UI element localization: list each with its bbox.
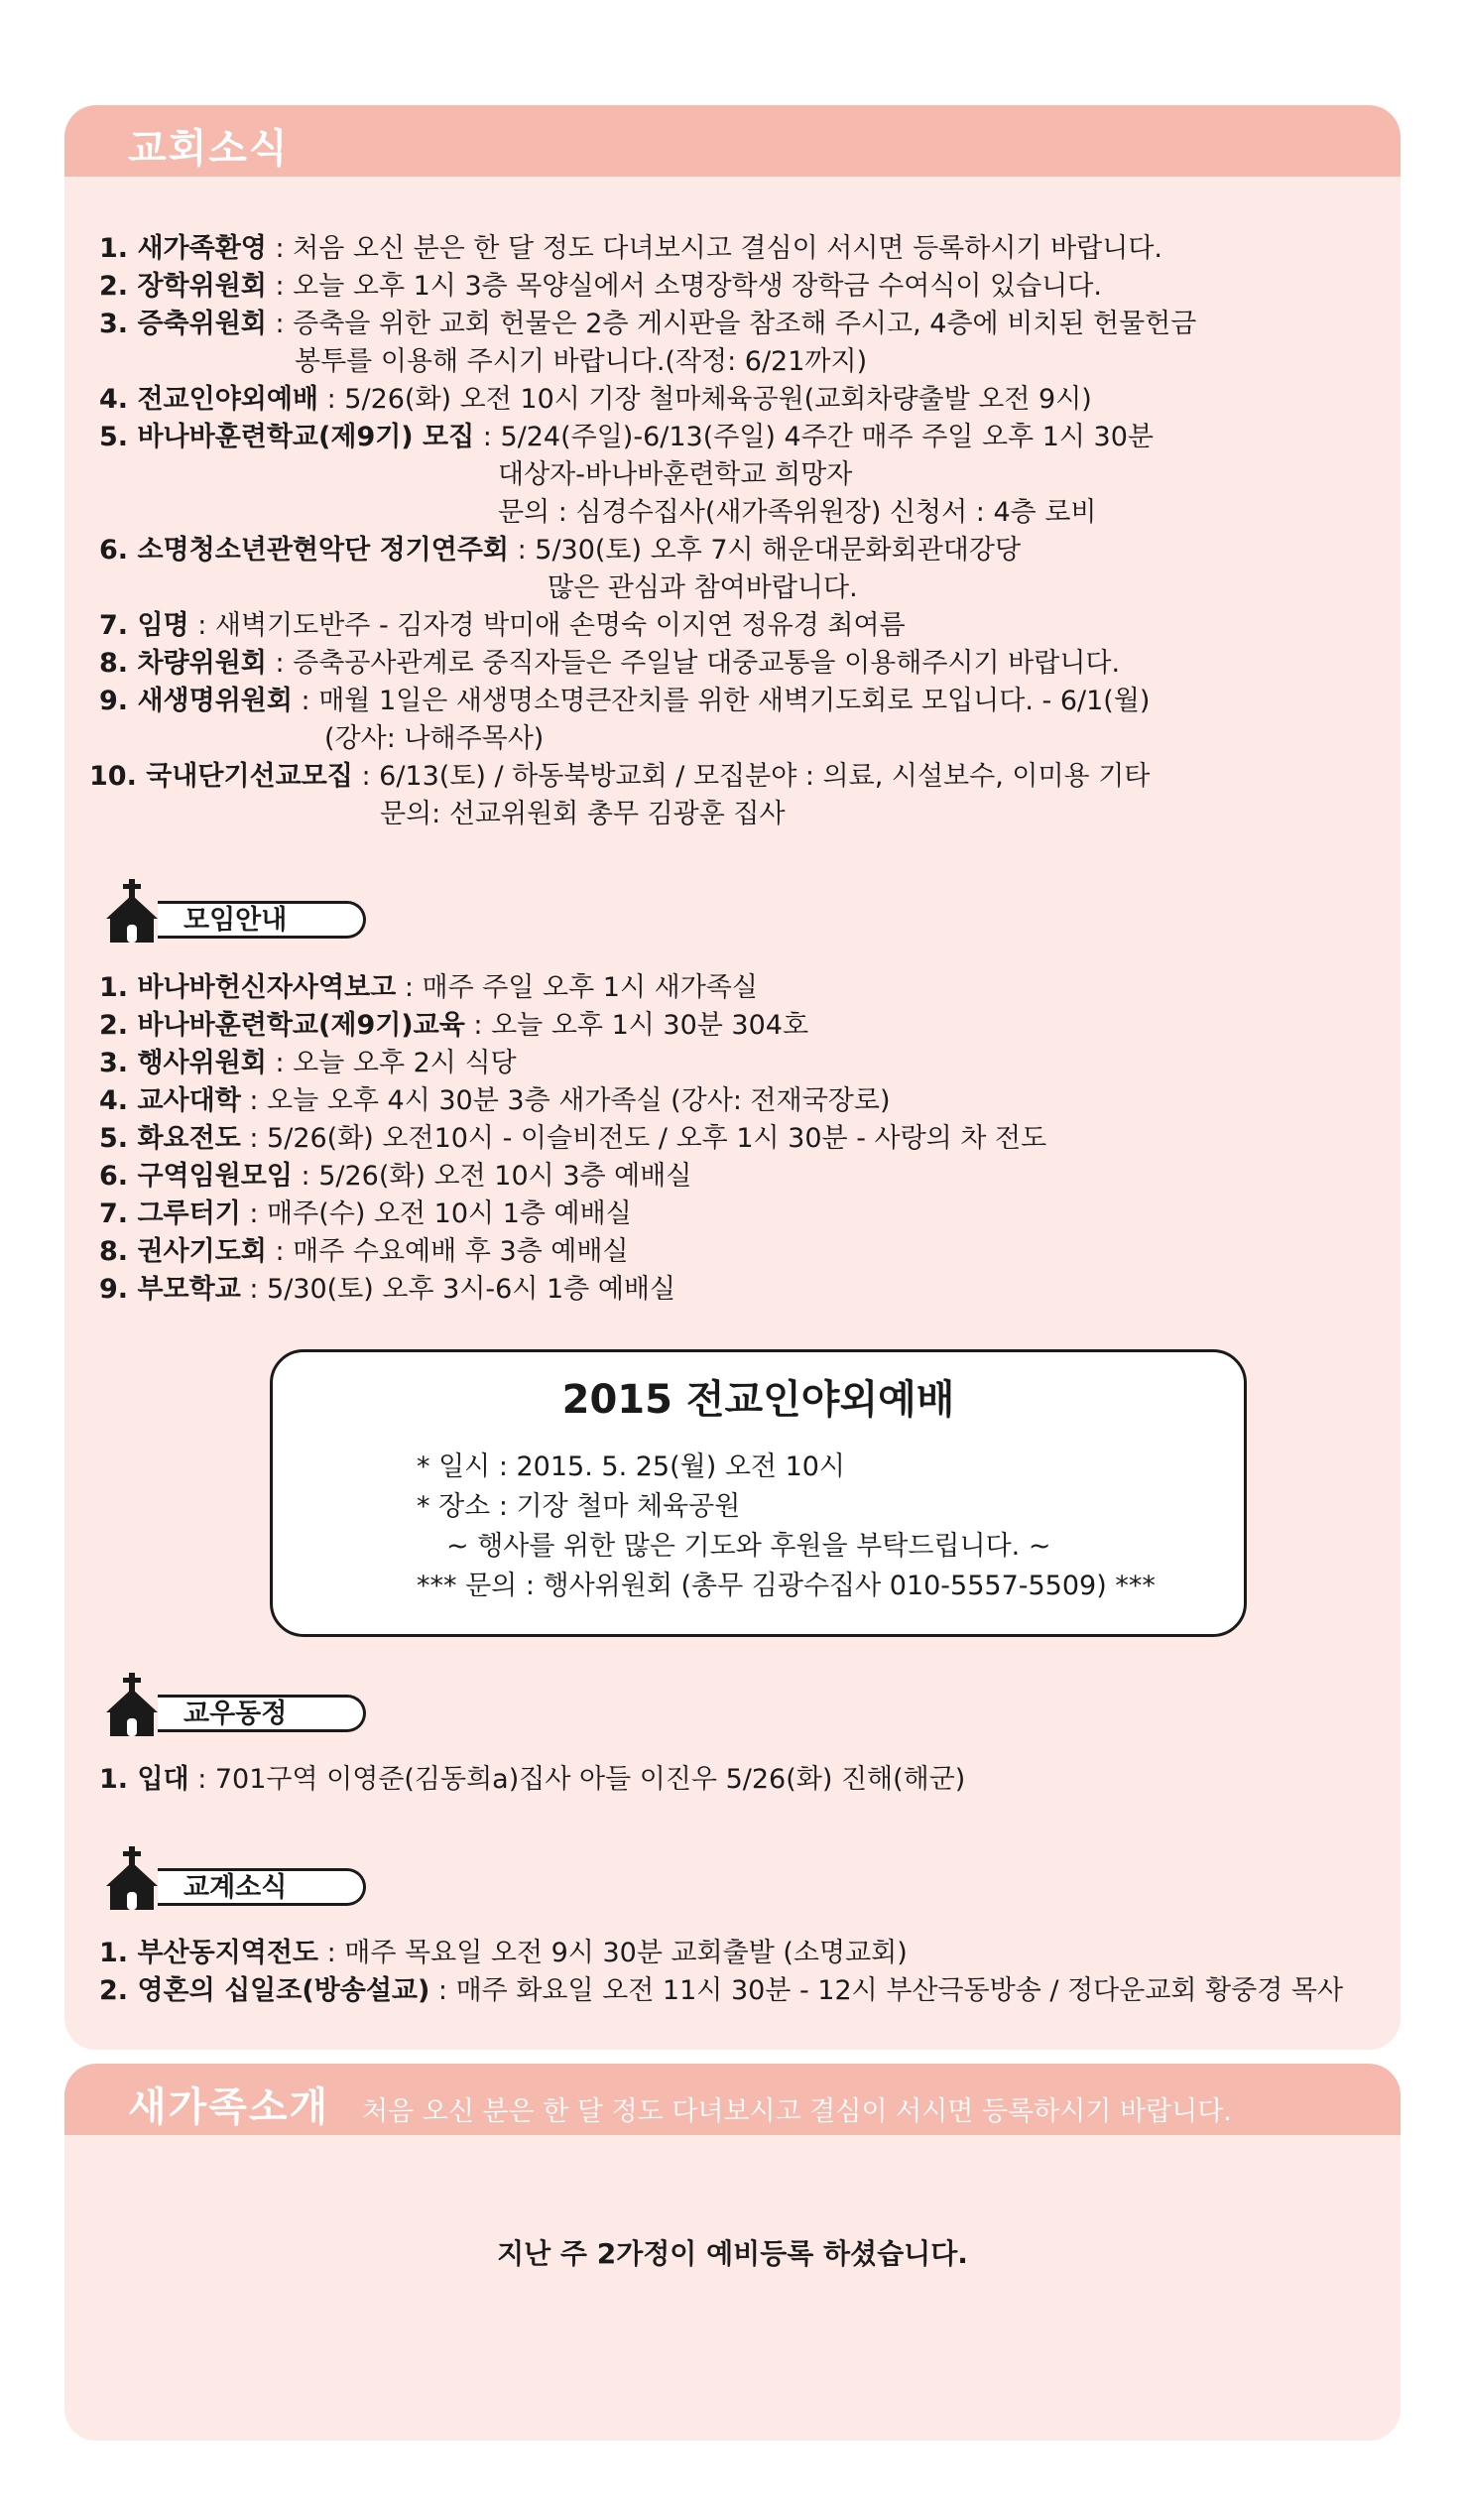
new-family-subtitle: 처음 오신 분은 한 달 정도 다녀보시고 결심이 서시면 등록하시기 바랍니다. [362,2096,1232,2127]
list-item: 1. 새가족환영 : 처음 오신 분은 한 달 정도 다녀보시고 결심이 서시면 등록하시기 바랍니다. [99,233,1162,264]
outdoor-worship-box [270,1349,1247,1637]
list-item: 1. 부산동지역전도 : 매주 목요일 오전 9시 30분 교회출발 (소명교회) [99,1938,908,1968]
list-item: 7. 임명 : 새벽기도반주 - 김자경 박미애 손명숙 이지연 정유경 최여름 [99,610,906,641]
list-item-continuation: (강사: 나해주목사) [324,723,545,754]
list-item: 10. 국내단기선교모집 : 6/13(토) / 하동북방교회 / 모집분야 : 의료, 시설보수, 이미용 기타 [89,761,1151,792]
list-item-continuation: 봉투를 이용해 주시기 바랍니다.(작정: 6/21까지) [295,346,868,377]
list-item: 2. 장학위원회 : 오늘 오후 1시 3층 목양실에서 소명장학생 장학금 수여식이 있습니다. [99,271,1102,302]
list-item: 2. 바나바훈련학교(제9기)교육 : 오늘 오후 1시 30분 304호 [99,1010,809,1041]
new-family-header [64,2064,1401,2135]
list-item: 6. 소명청소년관현악단 정기연주회 : 5/30(토) 오후 7시 해운대문화회관대강당 [99,535,1022,566]
list-item: 6. 구역임원모임 : 5/26(화) 오전 10시 3층 예배실 [99,1161,692,1192]
list-item: 9. 새생명위원회 : 매월 1일은 새생명소명큰잔치를 위한 새벽기도회로 모입니다. - 6/1(월) [99,686,1151,716]
event-line: * 장소 : 기장 철마 체육공원 [417,1491,741,1522]
list-item: 1. 입대 : 701구역 이영준(김동희a)집사 아들 이진우 5/26(화) 진해(해군) [99,1764,966,1795]
list-item: 4. 전교인야외예배 : 5/26(화) 오전 10시 기장 철마체육공원(교회차량출발 오전 9시) [99,384,1092,415]
list-item-continuation: 문의 : 심경수집사(새가족위원장) 신청서 : 4층 로비 [498,497,1097,528]
church-news-title: 교회소식 [128,126,290,172]
section-label-pill [158,1868,366,1906]
event-line: * 일시 : 2015. 5. 25(월) 오전 10시 [417,1451,846,1482]
new-family-panel [64,2064,1401,2441]
list-item: 2. 영혼의 십일조(방송설교) : 매주 화요일 오전 11시 30분 - 12시 부산극동방송 / 정다운교회 황중경 목사 [99,1975,1344,2006]
list-item-continuation: 많은 관심과 참여바랍니다. [548,572,858,603]
list-item: 7. 그루터기 : 매주(수) 오전 10시 1층 예배실 [99,1198,632,1229]
list-item: 8. 권사기도회 : 매주 수요예배 후 3층 예배실 [99,1236,629,1267]
meetings-title: 모임안내 [183,905,288,936]
list-item: 5. 바나바훈련학교(제9기) 모집 : 5/24(주일)-6/13(주일) 4주간 매주 주일 오후 1시 30분 [99,422,1154,452]
new-family-text: 지난 주 2가정이 예비등록 하셨습니다. [497,2237,968,2270]
list-item-continuation: 대상자-바나바훈련학교 희망자 [498,459,853,490]
denomination-news-title: 교계소식 [183,1872,288,1903]
church-news-header [64,105,1401,177]
outdoor-worship-title: 2015 전교인야외예배 [561,1377,955,1423]
church-icon [102,879,162,943]
section-label-pill [158,901,366,939]
list-item-continuation: 문의: 선교위원회 총무 김광훈 집사 [380,799,786,829]
list-item: 3. 증축위원회 : 증축을 위한 교회 헌물은 2층 게시판을 참조해 주시고, 4층에 비치된 헌물헌금 [99,309,1197,339]
church-news-panel [64,105,1401,2050]
church-icon [102,1673,162,1736]
list-item: 9. 부모학교 : 5/30(토) 오후 3시-6시 1층 예배실 [99,1274,676,1305]
member-news-title: 교우동정 [183,1699,288,1729]
list-item: 4. 교사대학 : 오늘 오후 4시 30분 3층 새가족실 (강사: 전재국장로) [99,1085,891,1116]
list-item: 1. 바나바헌신자사역보고 : 매주 주일 오후 1시 새가족실 [99,972,758,1003]
event-line: ~ 행사를 위한 많은 기도와 후원을 부탁드립니다. ~ [446,1531,1051,1562]
list-item: 3. 행사위원회 : 오늘 오후 2시 식당 [99,1048,517,1078]
section-label-pill [158,1695,366,1732]
church-icon [102,1846,162,1910]
event-line: *** 문의 : 행사위원회 (총무 김광수집사 010-5557-5509) *** [417,1571,1156,1601]
list-item: 5. 화요전도 : 5/26(화) 오전10시 - 이슬비전도 / 오후 1시 30분 - 사랑의 차 전도 [99,1123,1047,1154]
list-item: 8. 차량위원회 : 증축공사관계로 중직자들은 주일날 대중교통을 이용해주시기 바랍니다. [99,648,1121,679]
new-family-title: 새가족소개 [128,2084,330,2130]
